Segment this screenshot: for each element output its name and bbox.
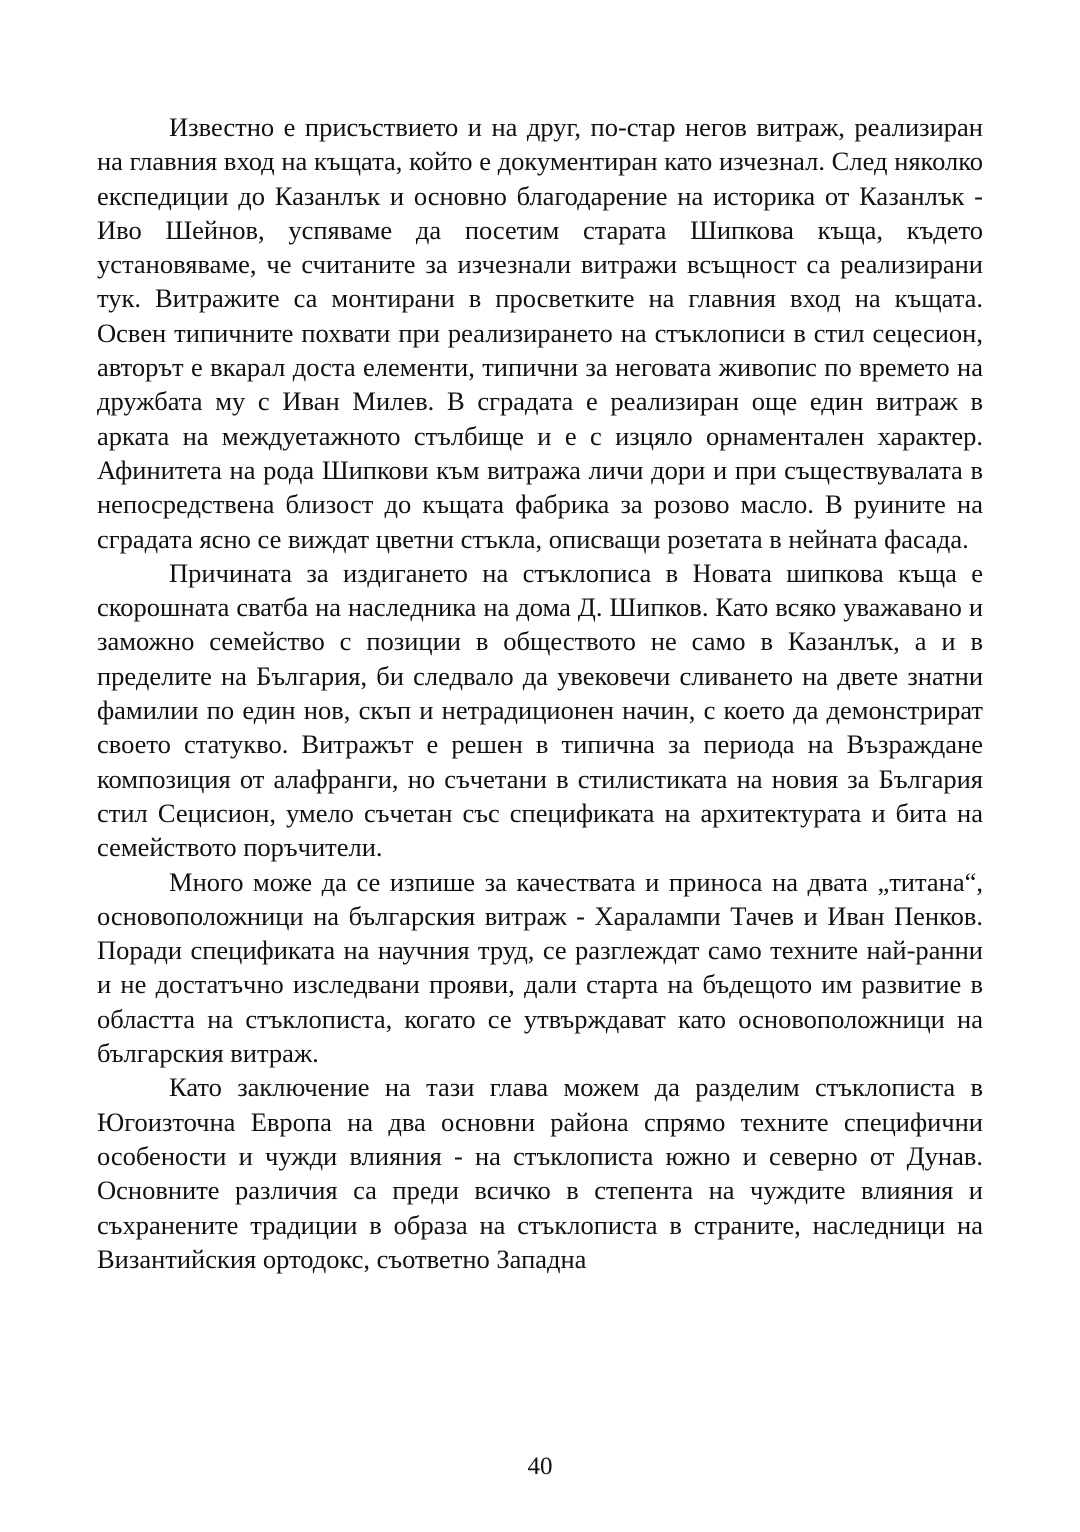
page-number: 40 <box>527 1453 553 1480</box>
paragraph-novata-shipkova-kashta: Причината за издигането на стъклописа в Новата шипкова къща е скорошната сватба на наследника на дома Д. Шипков. Като всяко уважавано и заможно семейство с позиции в обществото не само в Казанлък, а и в пределите на България, би следвало да увековечи сливането на двете знатни фамилии по един нов, скъп и нетрадиционен начин, с което да демонстрират своето статукво. Витражът е решен в типична за периода на Възраждане композиция от алафранги, но съчетани в стилистиката на новия за България стил Сецисион, умело съчетан със спецификата на архитектурата и бита на семейството поръчители. <box>97 557 983 863</box>
paragraph-zaklyuchenie: Като заключение на тази глава можем да разделим стъклописта в Югоизточна Европа на два основни района спрямо техните специфични особености и чужди влияния - на стъклописта южно и северно от Дунав. Основните различия са преди всичко в степента на чуждите влияния и съхранените традиции в образа на стъклописта в страните, наследници на Византийския ортодокс, съответно Западна <box>97 1072 983 1274</box>
paragraph-vitrazh-kazanlak: Известно е присъствието и на друг, по-стар негов витраж, реализиран на главния вход на къщата, който е документиран като изчезнал. След няколко експедиции до Казанлък и основно благодарение на историка от Казанлък - Иво Шейнов, успяваме да посетим старата Шипкова къща, където установяваме, че считаните за изчезнали витражи всъщност са реализирани тук. Витражите са монтирани в просветките на главния вход на къщата. Освен типичните похвати при реализирането на стъклописи в стил сецесион, авторът е вкарал доста елементи, типични за неговата живопис по времето на дружбата му с Иван Милев. В сградата е реализиран още един витраж в арката на междуетажното стълбище и е с изцяло орнаментален характер. Афинитета на рода Шипкови към витража личи дори и при съществувалата в непосредствена близост до къщата фабрика за розово масло. В руините на сградата ясно се виждат цветни стъкла, описващи розетата в нейната фасада. <box>97 112 983 554</box>
paragraph-dvata-titana: Много може да се изпише за качествата и приноса на двата „титана“, основоположници на българския витраж - Харалампи Тачев и Иван Пенков. Поради спецификата на научния труд, се разглеждат само техните най-ранни и не достатъчно изследвани прояви, дали старта на бъдещото им развитие в областта на стъклописта, когато се утвърждават като основоположници на българския витраж. <box>97 866 983 1069</box>
document-body <box>97 110 983 1276</box>
